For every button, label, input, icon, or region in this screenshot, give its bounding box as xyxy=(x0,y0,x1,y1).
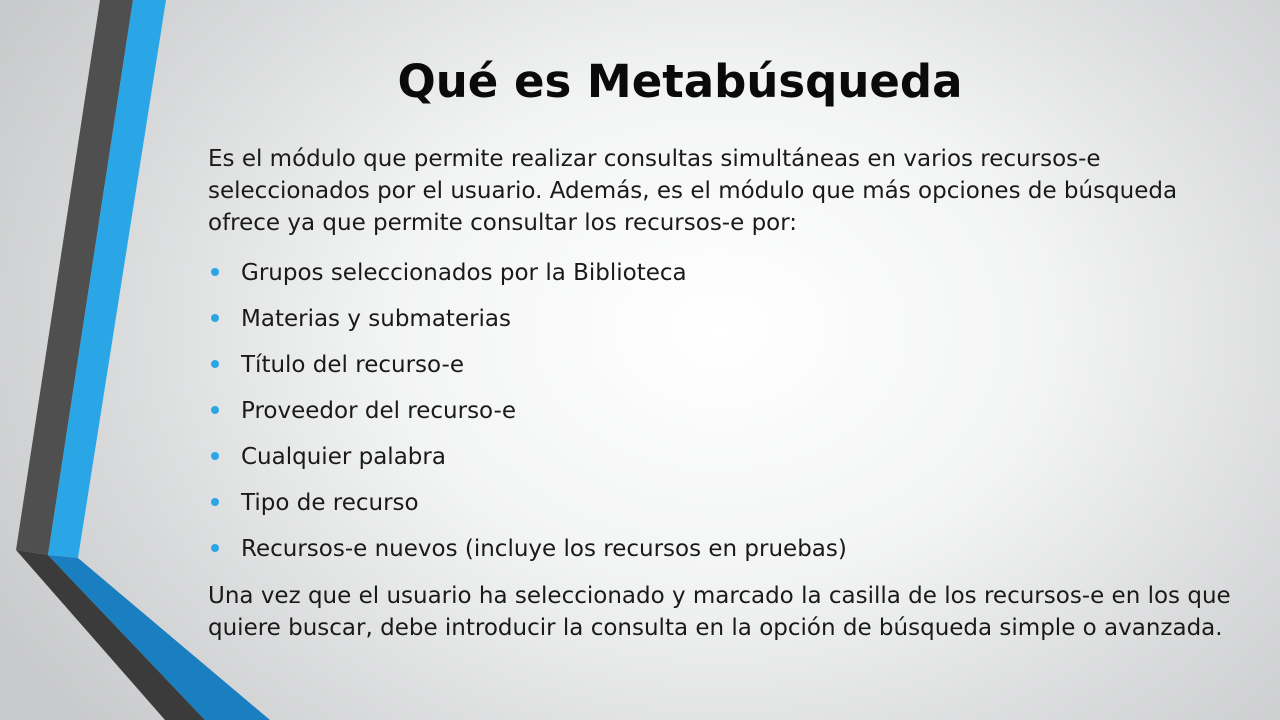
bullet-item xyxy=(208,480,1248,526)
bullet-text: Grupos seleccionados por la Biblioteca xyxy=(241,260,687,286)
bullet-dot-icon xyxy=(211,544,219,552)
bullet-text: Materias y submaterias xyxy=(241,306,512,332)
bullet-dot-icon xyxy=(211,314,219,322)
bullet-dot-icon xyxy=(211,268,219,276)
closing-paragraph: Una vez que el usuario ha seleccionado y marcado la casilla de los recursos-e en los que quiere buscar, debe introducir la consulta en la opción de búsqueda simple o avanzada. xyxy=(208,583,1231,641)
intro-paragraph: Es el módulo que permite realizar consultas simultáneas en varios recursos-e seleccionados por el usuario. Además, es el módulo que más opciones de búsqueda ofrece ya que permite consultar los recursos-e por: xyxy=(208,146,1178,236)
bullet-text: Título del recurso-e xyxy=(241,352,464,378)
slide-body xyxy=(208,143,1248,644)
bullet-dot-icon xyxy=(211,360,219,368)
bullet-dot-icon xyxy=(211,406,219,414)
bullet-list xyxy=(208,250,1248,572)
bullet-item xyxy=(208,526,1248,572)
stripe-gray-bottom xyxy=(16,550,205,720)
bullet-text: Tipo de recurso xyxy=(241,490,419,516)
slide-title: Qué es Metabúsqueda xyxy=(397,55,963,108)
bullet-item xyxy=(208,296,1248,342)
bullet-item xyxy=(208,342,1248,388)
bullet-item xyxy=(208,388,1248,434)
bullet-item xyxy=(208,250,1248,296)
bullet-text: Recursos-e nuevos (incluye los recursos en pruebas) xyxy=(241,536,847,562)
bullet-dot-icon xyxy=(211,452,219,460)
bullet-item xyxy=(208,434,1248,480)
bullet-dot-icon xyxy=(211,498,219,506)
bullet-text: Cualquier palabra xyxy=(241,444,446,470)
bullet-text: Proveedor del recurso-e xyxy=(241,398,517,424)
